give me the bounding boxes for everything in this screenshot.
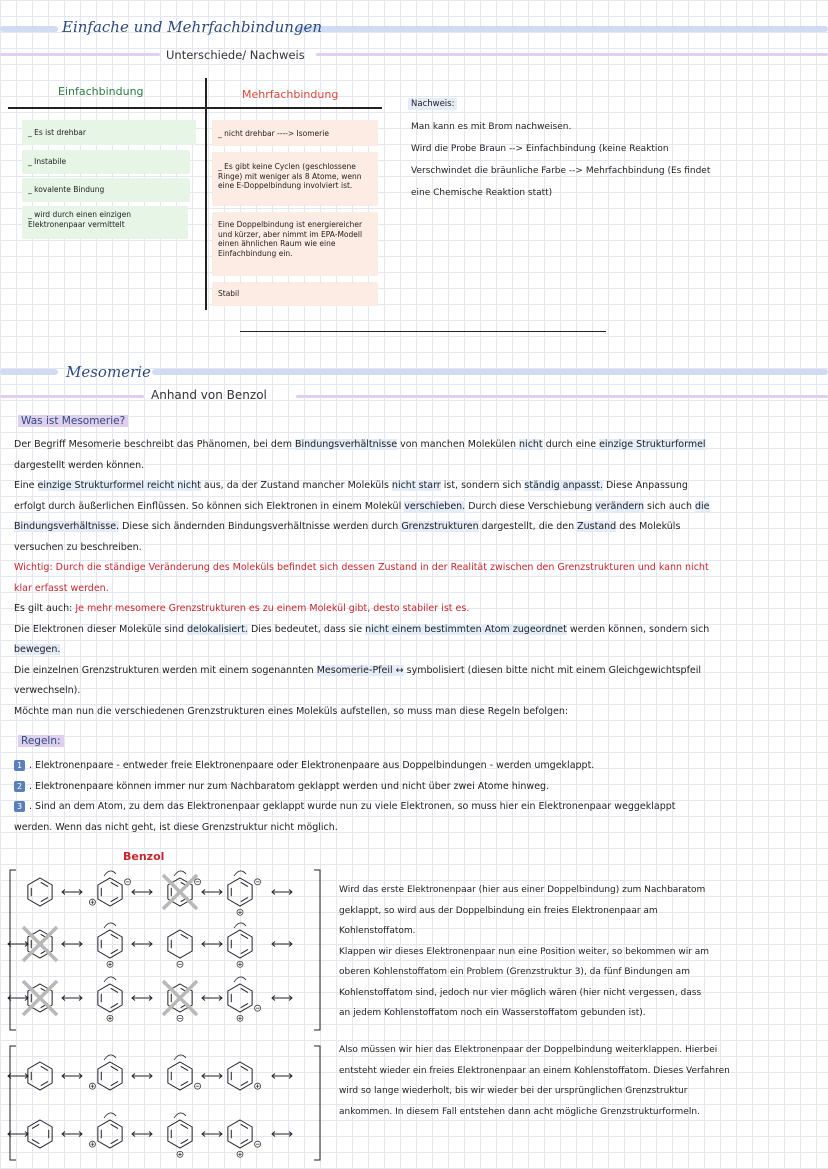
text-run: sich auch [644,500,696,512]
rule-item [14,777,676,798]
resonance-arrow-icon [272,890,292,895]
highlighted-term: die [695,500,710,512]
benzene-structure [89,871,130,906]
paragraph-line [14,538,710,559]
explain-line: Klappen wir dieses Elektronenpaar nun eine Position weiter, so bekommen wir am [339,946,710,957]
rule-item [14,756,676,777]
explain-line: wird so lange wiederholt, bis wir wieder bei der ursprünglichen Grenzstruktur [339,1086,688,1096]
rule-continuation: werden. Wenn das nicht geht, ist diese Grenzstruktur nicht möglich. [14,821,338,833]
resonance-arrow-icon [62,942,82,947]
resonance-arrow-icon [272,996,292,1001]
highlighted-term: nicht [519,439,543,450]
resonance-arrow-icon [272,942,292,947]
explanation-2 [339,1040,730,1122]
bracket-left [10,1046,16,1160]
section1-title: Einfache und Mehrfachbindungen [62,18,323,36]
resonance-arrow-icon [132,996,152,1001]
rules-list [14,756,676,838]
rule-text: . Elektronenpaare können immer nur zum Nachbaratom geklappt werden und nicht über zwei Atome hinweg. [29,780,550,792]
highlighted-term: verändern [595,500,645,512]
paragraph-line [14,620,710,641]
rule-number: 2 [14,781,25,792]
resonance-arrow-icon [132,890,152,895]
resonance-arrow-icon [8,996,28,1001]
benzene-structure [168,930,192,967]
paragraph-line [14,435,710,456]
left-item: _ Instabile [22,150,190,174]
subtitle-bar-left [0,395,144,398]
resonance-arrow-icon [62,1132,82,1137]
text-run: versuchen zu beschreiben. [14,541,142,553]
resonance-arrow-icon [62,890,82,895]
rule-text: . Sind an dem Atom, zu dem das Elektronenpaar geklappt wurde nun zu viele Elektronen, so muss hier ein Elektronenpaar weggeklappt [29,801,676,812]
resonance-arrow-icon [132,1074,152,1079]
resonance-arrow-icon [62,996,82,1001]
bracket-right [314,870,320,1030]
text-run: dargestellt, die den [478,521,578,532]
text-run: Der Begriff Mesomerie beschreibt das Phänomen, bei dem [14,439,295,450]
benzene-structure [228,923,252,967]
right-item: _ nicht drehbar ----> Isomerie [212,120,378,146]
text-run: dargestellt werden können. [14,459,145,471]
table-hline [8,107,382,109]
explain-line: Wird das erste Elektronenpaar (hier aus einer Doppelbindung) zum Nachbaratom [339,885,706,895]
left-item: _ wird durch einen einzigen Elektronenpaar vermittelt [22,206,188,239]
nachweis-line: Man kann es mit Brom nachweisen. [411,122,572,132]
text-run: durch eine [542,439,600,450]
benzol-resonance-diagram [0,860,330,1169]
text-run: erfolgt durch äußerlichen Einflüssen. So können sich Elektronen in einem Molekül [14,500,405,512]
highlighted-term: Grenzstrukturen [401,521,479,532]
right-item: Eine Doppelbindung ist energiereicher und kürzer, aber nimmt im EPA-Modell einen ähnlichen Raum wie eine Einfachbindung ein. [212,212,378,276]
highlighted-term: bewegen. [14,644,61,655]
explain-line: Kohlenstoffatom sind, jedoch nur vier möglich wären (hier nicht vergessen, dass [339,987,702,998]
resonance-arrow-icon [202,942,222,947]
explain-line: geklappt, so wird aus der Doppelbindung ein freies Elektronenpaar am [339,905,658,916]
resonance-arrow-icon [8,942,28,947]
question-heading: Was ist Mesomerie? [18,415,128,427]
emphasis-text: Je mehr mesomere Grenzstrukturen es zu einem Molekül gibt, desto stabiler ist es. [75,603,470,614]
text-run: werden können, sondern sich [566,623,710,635]
subtitle-bar-right [316,53,828,56]
paragraph-line [14,599,710,620]
column-header-left: Einfachbindung [58,85,144,98]
bracket-left [10,870,16,1030]
text-run: aus, da der Zustand mancher Moleküls [200,480,392,491]
text-run: Diese Anpassung [602,480,688,491]
section1-subtitle: Unterschiede/ Nachweis [166,48,305,62]
right-item: Stabil [212,282,378,306]
nachweis-line: eine Chemische Reaktion statt) [411,188,553,198]
text-run: Eine [14,480,38,491]
explanation-1 [339,880,709,1024]
explain-line: an jedem Kohlenstoffatom noch ein Wasserstoffatom gebunden ist). [339,1008,646,1018]
benzene-structure [228,871,261,915]
section2-subtitle: Anhand von Benzol [151,388,267,402]
nachweis-text [411,116,710,204]
benzene-structure [89,1055,122,1090]
resonance-arrow-icon [202,1132,222,1137]
explain-line: Kohlenstoffatom. [339,926,416,936]
paragraph-line [14,579,710,600]
highlighted-term: einzige Strukturformel [599,439,706,450]
explain-line: Also müssen wir hier das Elektronenpaar der Doppelbindung weiterklappen. Hierbei [339,1045,718,1055]
benzene-structure [168,1055,201,1090]
explain-line: oberen Kohlenstoffatom ein Problem (Grenzstruktur 3), da fünf Bindungen am [339,967,690,977]
title-bar-right [152,369,828,375]
text-run: Die Elektronen dieser Moleküle sind [14,623,188,635]
highlighted-term: Bindungsverhältnisse [295,439,398,450]
paragraph-line [14,476,710,497]
text-run: Diese sich ändernden Bindungsverhältnisse werden durch [119,521,402,532]
resonance-arrow-icon [272,1132,292,1137]
paragraph-line [14,517,710,538]
text-run: Es gilt auch: [14,603,76,614]
resonance-arrow-icon [8,1132,28,1137]
benzene-structure [163,871,201,909]
benzene-structure [98,977,122,1021]
nachweis-line: Wird die Probe Braun --> Einfachbindung (keine Reaktion [411,144,669,154]
section2-title: Mesomerie [66,363,151,381]
nachweis-label: Nachweis: [408,98,457,110]
highlighted-term: Bindungsverhältnisse. [14,521,120,532]
text-run: von manchen Molekülen [397,439,520,450]
resonance-arrow-icon [8,1074,28,1079]
explain-line: ankommen. In diesem Fall entstehen dann acht mögliche Grenzstrukturformeln. [339,1106,700,1117]
highlighted-term: einzige Strukturformel reicht nicht [37,480,201,491]
benzene-structure [28,1062,52,1090]
rules-heading: Regeln: [18,735,64,747]
benzol-label: Benzol [123,850,165,863]
highlighted-term: nicht einem bestimmten Atom zugeordnet [365,623,567,635]
title-bar-left [0,369,58,375]
section-divider [240,331,606,332]
emphasis-text: klar erfasst werden. [14,582,109,594]
text-run: des Moleküls [616,521,681,532]
bracket-right [314,1046,320,1160]
highlighted-term: ständig anpasst. [524,480,603,491]
column-header-right: Mehrfachbindung [242,88,339,101]
text-run: Dies bedeutet, dass sie [247,623,366,635]
resonance-arrow-icon [132,942,152,947]
table-vline [205,78,207,310]
highlighted-term: verschieben. [404,500,466,512]
rule-number: 3 [14,801,25,812]
resonance-arrow-icon [62,1074,82,1079]
paragraph-line [14,661,710,682]
mesomerie-paragraph [14,435,710,722]
resonance-arrow-icon [132,1132,152,1137]
text-run: ist, sondern sich [440,480,525,491]
title-bar-left [0,26,58,32]
rule-item [14,797,676,818]
resonance-arrow-icon [202,1074,222,1079]
resonance-arrow-icon [202,996,222,1001]
benzene-structure [163,981,197,1021]
resonance-arrow-icon [202,890,222,895]
title-bar-right [296,26,828,32]
paragraph-line [14,558,710,579]
left-item: _ kovalente Bindung [22,178,190,202]
text-run: Möchte man nun die verschiedenen Grenzstrukturen eines Moleküls aufstellen, so muss man diese Regeln befolgen: [14,705,569,717]
benzene-structure [28,1120,52,1148]
benzene-structure [98,923,122,967]
paragraph-line [14,681,710,702]
highlighted-term: Mesomerie-Pfeil ↔ [316,664,404,676]
text-run: verwechseln). [14,685,81,696]
paragraph-line [14,640,710,661]
right-item: _ Es gibt keine Cyclen (geschlossene Ringe) mit weniger als 8 Atome, wenn eine E-Doppelbindung involviert ist. [212,152,378,206]
benzene-structure [28,878,52,906]
benzene-structure [228,977,261,1021]
rule-number: 1 [14,760,25,771]
subtitle-bar-left [0,53,160,56]
emphasis-text: Wichtig: Durch die ständige Veränderung des Moleküls befindet sich dessen Zustand in der Realität zwischen den Grenzstrukturen und kann nicht [14,562,709,573]
benzene-structure [228,1120,261,1157]
paragraph-line [14,497,710,518]
highlighted-term: nicht starr [391,480,441,491]
resonance-arrow-icon [272,1074,292,1079]
explain-line: entsteht wieder ein freies Elektronenpaar an einem Kohlenstoffatom. Dieses Verfahren [339,1065,730,1076]
text-run: Durch diese Verschiebung [465,500,596,512]
text-run: symbolisiert (diesen bitte nicht mit einem Gleichgewichtspfeil [403,664,702,676]
text-run: Die einzelnen Grenzstrukturen werden mit einem sogenannten [14,664,317,676]
paragraph-line [14,702,710,723]
benzene-structure [228,1062,261,1090]
nachweis-line: Verschwindet die bräunliche Farbe --> Mehrfachbindung (Es findet [411,166,711,176]
highlighted-term: delokalisiert. [187,623,248,635]
benzene-structure [168,1113,192,1157]
highlighted-term: Zustand [577,521,617,532]
left-item: _ Es ist drehbar [22,120,196,145]
benzene-structure [89,1113,122,1148]
subtitle-bar-right [296,395,828,398]
paragraph-line [14,456,710,477]
rule-text: . Elektronenpaare - entweder freie Elektronenpaare oder Elektronenpaare aus Doppelbindungen - werden umgeklappt. [29,760,595,771]
